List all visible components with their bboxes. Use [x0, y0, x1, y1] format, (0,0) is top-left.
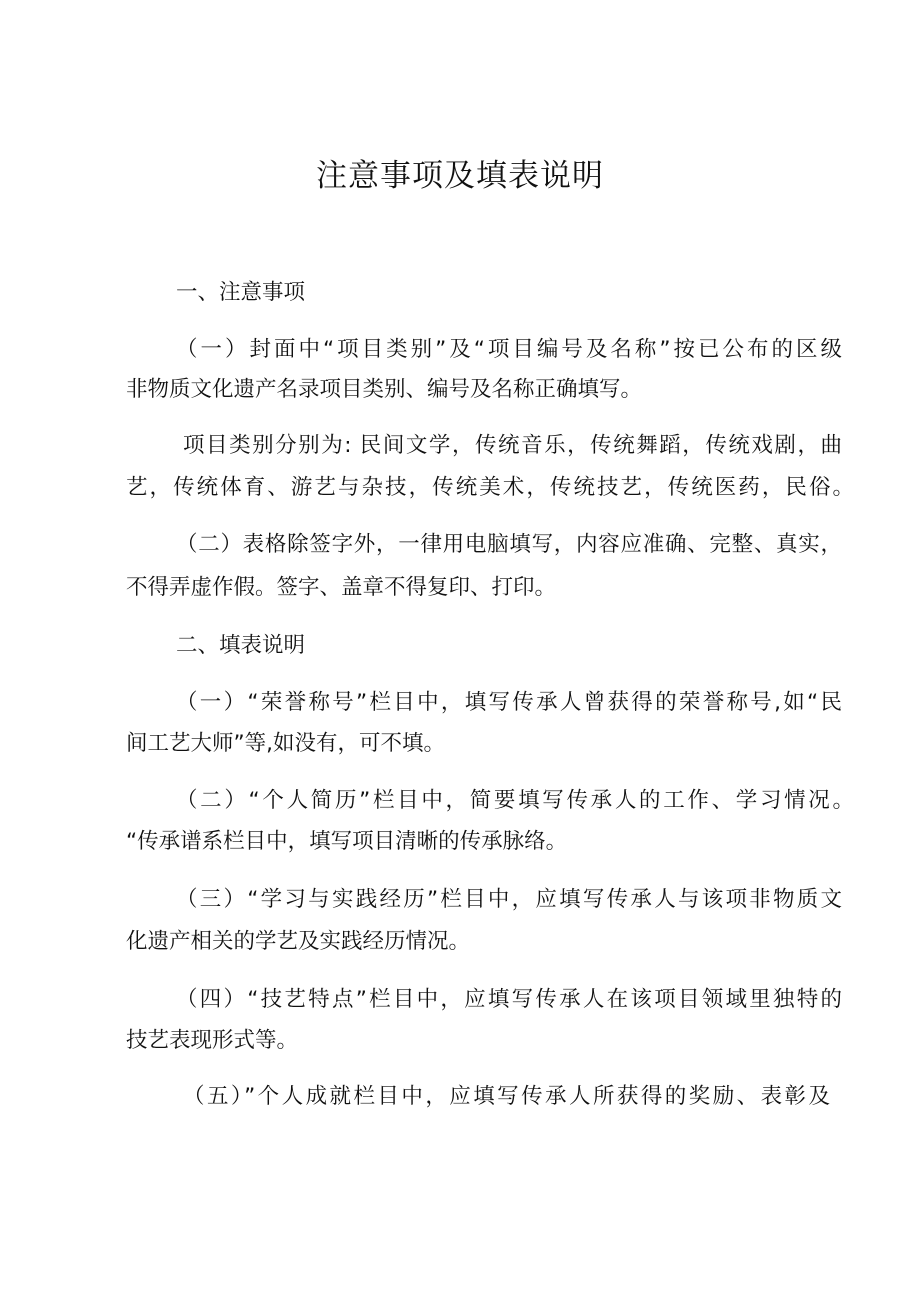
- paragraph-line: 不得弄虚作假。签字、盖章不得复印、打印。: [126, 575, 557, 600]
- paragraph-line: 间工艺大师”等,如没有，可不填。: [126, 731, 445, 756]
- paragraph-line: 艺，传统体育、游艺与杂技，传统美术，传统技艺，传统医药，民俗。: [126, 475, 854, 500]
- paragraph-line: （二）表格除签字外，一律用电脑填写，内容应准确、完整、真实，: [176, 532, 842, 557]
- paragraph-line: （四）“技艺特点”栏目中，应填写传承人在该项目领域里独特的: [176, 987, 842, 1012]
- section-heading-instructions: 二、填表说明: [176, 633, 306, 658]
- paragraph-line: （三）“学习与实践经历”栏目中，应填写传承人与该项非物质文: [176, 887, 842, 912]
- paragraph-line: 化遗产相关的学艺及实践经历情况。: [126, 929, 471, 954]
- paragraph-line: “传承谱系栏目中，填写项目清晰的传承脉络。: [126, 829, 568, 854]
- paragraph-line: （一）“荣誉称号”栏目中，填写传承人曾获得的荣誉称号,如“民: [176, 690, 842, 715]
- paragraph-line: （二）“个人简历”栏目中，简要填写传承人的工作、学习情况。: [176, 788, 854, 813]
- section-heading-notes: 一、注意事项: [176, 280, 306, 305]
- paragraph-line: 项目类别分别为: 民间文学，传统音乐，传统舞蹈，传统戏剧，曲: [183, 433, 842, 458]
- paragraph-line: （一）封面中“项目类别”及“项目编号及名称”按已公布的区级: [176, 337, 842, 362]
- paragraph-line: 技艺表现形式等。: [126, 1028, 299, 1053]
- page-title: 注意事项及填表说明: [316, 158, 604, 194]
- paragraph-line: （五）”个人成就栏目中，应填写传承人所获得的奖励、表彰及: [183, 1084, 830, 1109]
- paragraph-line: 非物质文化遗产名录项目类别、编号及名称正确填写。: [126, 377, 643, 402]
